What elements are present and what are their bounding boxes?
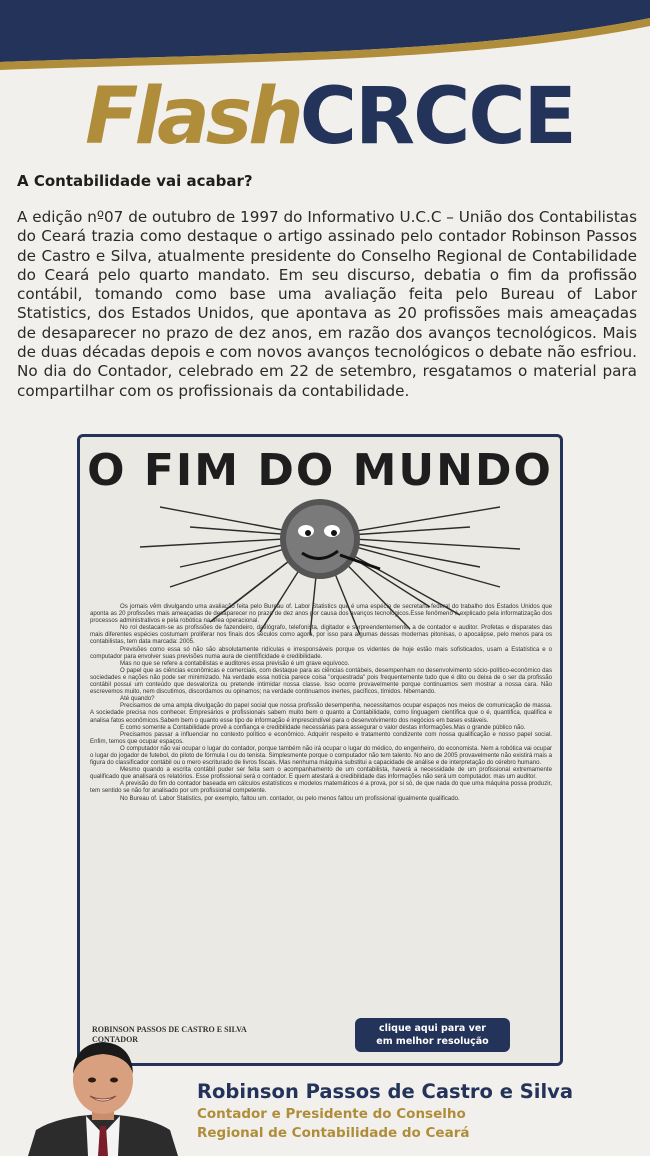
clip-paragraph: Mas no que se refere a contabilistas e auditores essa previsão é um grave equívoco.: [120, 659, 350, 667]
clip-paragraph: Os jornais vêm divulgando uma avaliação feita pelo Bureau of. Labor Statistics que é uma espécie de secretaria federal do trabalho dos Estados Unidos que aponta as 20 profissões mais ameaçadas de desaparecer no prazo de dez anos por causa dos avanços tecnológicos.Esse fenômeno é explicado pela informatização dos processos administrativos e pela robótica na área operacional.: [90, 603, 552, 625]
article-body: A edição nº07 de outubro de 1997 do Informativo U.C.C – União dos Contabilistas do Ceará trazia como destaque o artigo assinado pelo contador Robinson Passos de Castro e Silva, atualmente presidente do Conselho Regional de Contabilidade do Ceará pelo quarto mandato. Em seu discurso, debatia o fim da profissão contábil, tomando como base uma avaliação feita pelo Bureau of Labor Statistics, dos Estados Unidos, que apontava as 20 profissões mais ameaçadas de desaparecer no prazo de dez anos, em razão dos avanços tecnológicos. Mais de duas décadas depois e com novos avanços tecnológicos o debate não esfriou. No dia do Contador, celebrado em 22 de setembro, resgatamos o material para compartilhar com os profissionais da contabilidade.: [17, 208, 637, 400]
author-role: [197, 1105, 469, 1143]
signature-role: CONTADOR: [92, 1035, 139, 1044]
clip-paragraph: Previsões como essa só não são absolutamente ridículas e irresponsáveis porque os videntes de hoje estão mais sofisticados, usam a Estatística e o computador para envolver suas previsões numa aura de científicidade e credibilidade.: [90, 645, 552, 660]
author-role-line-2: Regional de Contabilidade do Ceará: [197, 1125, 470, 1141]
clip-paragraph: Mesmo quando a escrita contábil puder ser feita sem o acompanhamento de um contabilista, haverá a necessidade de um profissional extremamente qualificado que analisará os relatórios. Esse profissional será o contador. E quem atestará a credibilidade das informações não será um computador. mas um auditor.: [90, 766, 552, 781]
clip-paragraph: No rol destacam-se as profissões de fazendeiro, datilógrafo, telefonista, digitador e surpreendentemente, a de contador e auditor. Profetas e disparates das mais diferentes espécies costumam proliferar nos finais dos séculos como agora, por isso para algumas dessas modernas pitonisas, o apocalipse, pelo menos para os contabilistas, tem data marcada: 2005.: [90, 624, 552, 646]
view-high-resolution-button[interactable]: [355, 1018, 510, 1052]
clip-paragraph: E como somente a Contabilidade provê a confiança e credibilidade necessárias para assegurar o valor destas informações.Mas o grande público não.: [120, 723, 526, 731]
clipping-text: [90, 603, 552, 802]
cta-line-1: clique aqui para ver: [379, 1023, 486, 1034]
author-name: Robinson Passos de Castro e Silva: [197, 1080, 574, 1103]
author-photo: [28, 1030, 178, 1156]
clip-paragraph: O papel que as ciências econômicas e comerciais, com destaque para as ciências contábeis, desempenham no desenvolvimento sócio-político-econômico das sociedades e nações não pode ser minimizado. Na verdade essa notícia parece coisa "orquestrada" pois frequentemente tudo que é dito ou deixa de o ser da profissão contábil possui um conteúdo que desvaloriza ou pretende intimidar nossa classe. Isso ocorre provavelmente porque continuamos sem mostrar a nossa cara. Não escrevemos muito, nem discutimos, discordamos ou opinamos; na verdade continuamos inertes, pacíficos, tímidos. hibernando.: [90, 666, 552, 696]
clip-paragraph: O computador não vai ocupar o lugar do contador, porque também não irá ocupar o lugar do médico, do engenheiro, do economista. Nem a robótica vai ocupar o lugar do jogador de futebol, do piloto de fórmula I ou do tenista. Simplesmente porque o computador não tem talento. No ano de 2005 provavelmente não existirá mais a figura do classificador contábil ou o mero escriturado de livros fiscais. Mas nenhuma máquina substitui a capacidade de análise e de interpretação do cérebro humano.: [90, 744, 552, 767]
header-wave: [0, 0, 650, 80]
clip-paragraph: Até quando?: [120, 695, 155, 703]
clip-paragraph: Precisamos passar a influenciar no contexto político e econômico. Adquirir respeito e tratamento condizente com nossa qualificação e nosso papel social. Enfim, temos que ocupar espaços.: [90, 730, 552, 745]
article-headline: A Contabilidade vai acabar?: [17, 172, 253, 190]
clip-paragraph: Precisamos de uma ampla divulgação do papel social que nossa profissão desempenha, necessitamos ocupar espaços nos meios de comunicação de massa. A sociedade precisa nos conhecer. Empresários e profissionais sabem muito bem o quanto a Contabilidade, como linguagem científica que o é, quantifica, qualifica e analisa fatos econômicos.Sabem bem o quanto esse tipo de informação é imprescindível para o desenvolvimento dos negócios em bases estáveis.: [90, 702, 552, 724]
logo-crcce: CRCCE: [299, 72, 575, 162]
logo-flash: Flash: [85, 72, 300, 162]
clipping-title: O FIM DO MUNDO: [87, 445, 553, 496]
clip-paragraph: A previsão do fim do contador baseada em cálculos estatísticos e modelos matemáticos é a prova, por si só, de que nada do que uma máquina possa produzir, tem sentido se não for analisado por um profissional competente.: [90, 780, 552, 795]
newspaper-clipping[interactable]: [77, 434, 563, 1066]
signature-name: ROBINSON PASSOS DE CASTRO E SILVA: [92, 1025, 247, 1034]
flashcrcce-logo: [40, 72, 620, 162]
cta-line-2: em melhor resolução: [376, 1036, 489, 1047]
clip-paragraph: No Bureau of. Labor Statistics, por exemplo, faltou um. contador, ou pelo menos faltou um profissional igualmente qualificado.: [120, 794, 460, 802]
author-role-line-1: Contador e Presidente do Conselho: [197, 1106, 466, 1122]
